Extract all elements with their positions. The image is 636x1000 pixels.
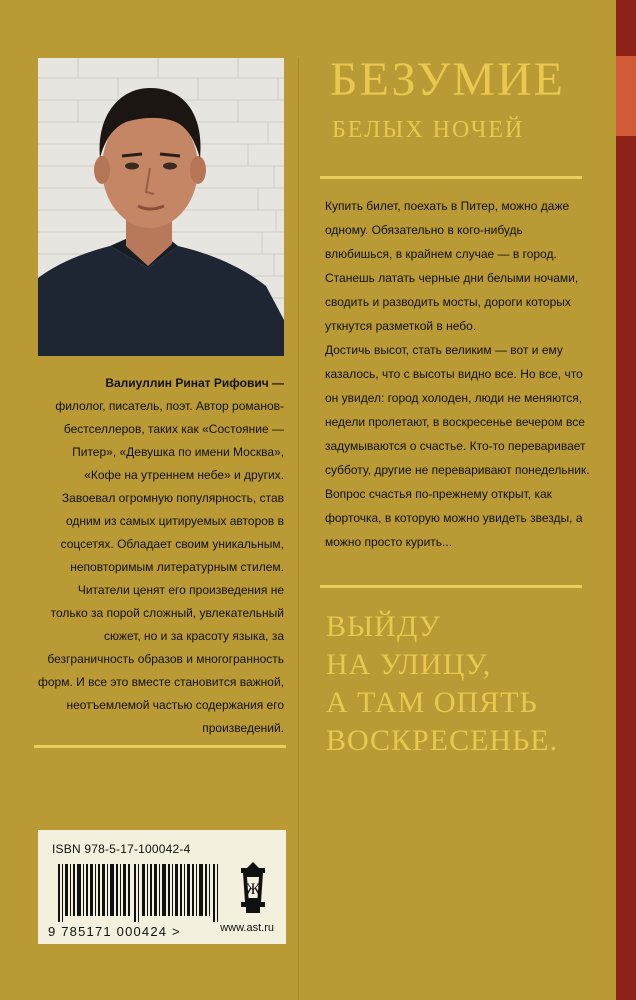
quote-line-1: ВЫЙДУ	[326, 610, 441, 643]
barcode-bars	[58, 864, 222, 922]
book-subtitle: БЕЛЫХ НОЧЕЙ	[332, 117, 525, 143]
quote-line-3: А ТАМ ОПЯТЬ	[326, 686, 538, 719]
lantern-icon	[235, 860, 271, 916]
book-title: БЕЗУМИЕ	[330, 53, 565, 106]
quote-block	[326, 608, 606, 760]
bio-paragraph-3: Читатели ценят его произведения не только за порой сложный, увлекательный сюжет, но и за красоту языка, за безграничность образов и многогранность форм. И все это вместе становится важной, неотъемлемой частью содержания его произведений.	[38, 583, 284, 735]
right-bottom-rule	[320, 585, 582, 588]
spine-accent-strip	[616, 56, 636, 136]
quote-line-4: ВОСКРЕСЕНЬЕ.	[326, 724, 559, 757]
author-bio	[38, 372, 284, 740]
portrait-photo	[38, 58, 284, 356]
description-paragraph-2: Достичь высот, стать великим — вот и ему казалось, что с высоты видно все. Но все, что он увидел: город холоден, люди не меняются, недели пролетают, в воскресенье вечером все задумываются о счастье. Кто-то переваривает субботу, другие не переваривают понедельник. Вопрос счастья по-прежнему открыт, как форточка, в которую можно увидеть звезды, а можно просто курить...	[325, 343, 590, 549]
spine-strip	[616, 0, 636, 1000]
left-bottom-rule	[34, 745, 286, 748]
isbn-label: ISBN 978-5-17-100042-4	[52, 842, 191, 856]
publisher-website: www.ast.ru	[220, 922, 274, 934]
bio-paragraph-2: Завоевал огромную популярность, став одним из самых цитируемых авторов в соцсетях. Обладает своим уникальным, неповторимым литературным стилем.	[60, 491, 284, 574]
logo-letter: Ж	[245, 881, 261, 898]
book-description	[325, 194, 593, 554]
center-divider	[298, 58, 299, 1000]
description-paragraph-1: Купить билет, поехать в Питер, можно даже одному. Обязательно в кого-нибудь влюбишься, в крайнем случае — в город. Станешь латать черные дни белыми ночами, сводить и разводить мосты, дороги которых уткнутся разметкой в небо.	[325, 199, 579, 333]
barcode-panel	[38, 830, 286, 944]
bio-paragraph-1: филолог, писатель, поэт. Автор романов-бестселлеров, таких как «Состояние — Питер», «Девушка по имени Москва», «Кофе на утреннем небе» и других.	[55, 399, 284, 482]
quote-line-2: НА УЛИЦУ,	[326, 648, 492, 681]
author-name: Валиуллин Ринат Рифович —	[105, 376, 284, 390]
author-photo	[38, 58, 284, 356]
right-top-rule	[320, 176, 582, 179]
barcode-digits: 9 785171 000424 >	[48, 924, 181, 939]
